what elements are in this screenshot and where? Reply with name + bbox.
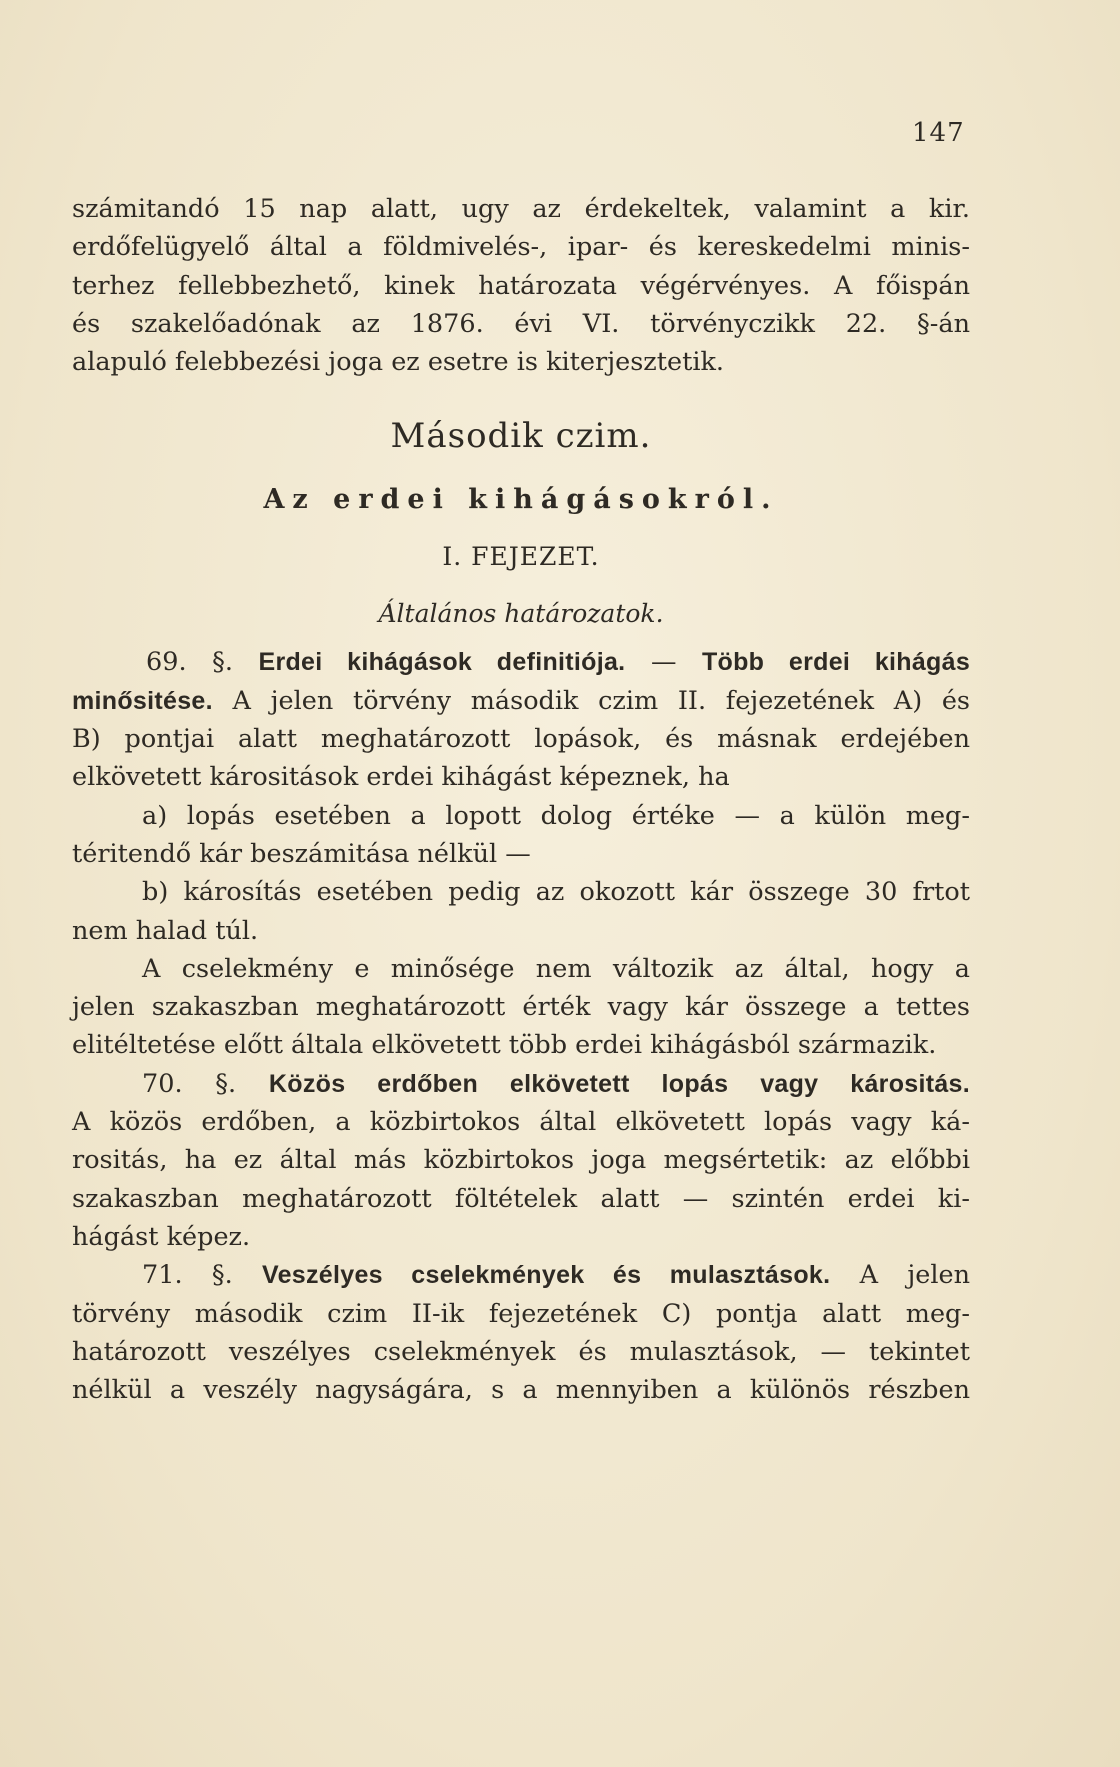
- paragraph-heading: Több erdei kihágás: [701, 648, 971, 677]
- text-line: törvény második czim II-ik fejezetének C) pontja alatt meg-: [72, 1298, 970, 1329]
- section-heading: Második czim.: [390, 416, 652, 457]
- paragraph-69-heading-line: [72, 643, 970, 681]
- text-line: erdőfelügyelő által a földmivelés-, ipar- és kereskedelmi minis-: [72, 232, 970, 263]
- text-line: elitéltetése előtt általa elkövetett több erdei kihágásból származik.: [72, 1030, 937, 1061]
- text-line: A cselekmény e minősége nem változik az által, hogy a: [142, 953, 970, 984]
- paragraph-heading: Erdei kihágások definitiója.: [258, 648, 626, 677]
- chapter-heading: I. FEJEZET.: [442, 542, 600, 572]
- text-line: alapuló felebbezési joga ez esetre is kiterjesztetik.: [72, 347, 725, 378]
- text-line: A közös erdőben, a közbirtokos által elkövetett lopás vagy ká-: [72, 1107, 970, 1138]
- paragraph-70-heading-line: [72, 1065, 970, 1103]
- text-line: terhez fellebbezhető, kinek határozata végérvényes. A főispán: [72, 270, 970, 301]
- paragraph-number: 70. §.: [142, 1068, 237, 1099]
- text-line: rositás, ha ez által más közbirtokos joga megsértetik: az előbbi: [72, 1145, 970, 1176]
- paragraph-heading: Veszélyes cselekmények és mulasztások.: [262, 1261, 831, 1290]
- text-span: A jelen: [859, 1260, 971, 1291]
- text-line: b) károsítás esetében pedig az okozott kár összege 30 frtot: [142, 877, 970, 908]
- text-line: nem halad túl.: [72, 915, 259, 946]
- text-line: téritendő kár beszámitása nélkül —: [72, 838, 531, 869]
- chapter-subtitle: Általános határozatok.: [378, 599, 664, 629]
- paragraph-heading: Közös erdőben elkövetett lopás vagy kárositás.: [268, 1069, 971, 1098]
- paragraph-71-heading-line: [72, 1256, 970, 1294]
- page-number: 147: [912, 118, 965, 148]
- text-line: [72, 682, 970, 720]
- paragraph-number: 69. §.: [146, 647, 233, 678]
- text-line: jelen szakaszban meghatározott érték vagy kár összege a tettes: [72, 992, 970, 1023]
- part-title: Az erdei kihágásokról.: [263, 484, 779, 516]
- paragraph-number: 71. §.: [142, 1260, 233, 1291]
- text-line: határozott veszélyes cselekmények és mulasztások, — tekintet: [72, 1336, 970, 1367]
- paragraph-heading: minősitése.: [72, 686, 213, 715]
- text-line: számitandó 15 nap alatt, ugy az érdekeltek, valamint a kir.: [72, 194, 970, 224]
- text-line: B) pontjai alatt meghatározott lopások, és másnak erdejében: [72, 724, 970, 755]
- text-line: és szakelőadónak az 1876. évi VI. törvényczikk 22. §-án: [72, 308, 970, 339]
- text-line: a) lopás esetében a lopott dolog értéke — a külön meg-: [142, 800, 970, 831]
- text-line: elkövetett kárositások erdei kihágást képeznek, ha: [72, 762, 730, 793]
- dash: —: [650, 647, 677, 678]
- text-span: A jelen törvény második czim II. fejezetének A) és: [232, 685, 970, 716]
- text-line: hágást képez.: [72, 1221, 251, 1252]
- body-text: [72, 190, 970, 1409]
- text-line: nélkül a veszély nagyságára, s a mennyiben a különös részben: [72, 1375, 970, 1406]
- text-line: szakaszban meghatározott föltételek alatt — szintén erdei ki-: [72, 1183, 970, 1214]
